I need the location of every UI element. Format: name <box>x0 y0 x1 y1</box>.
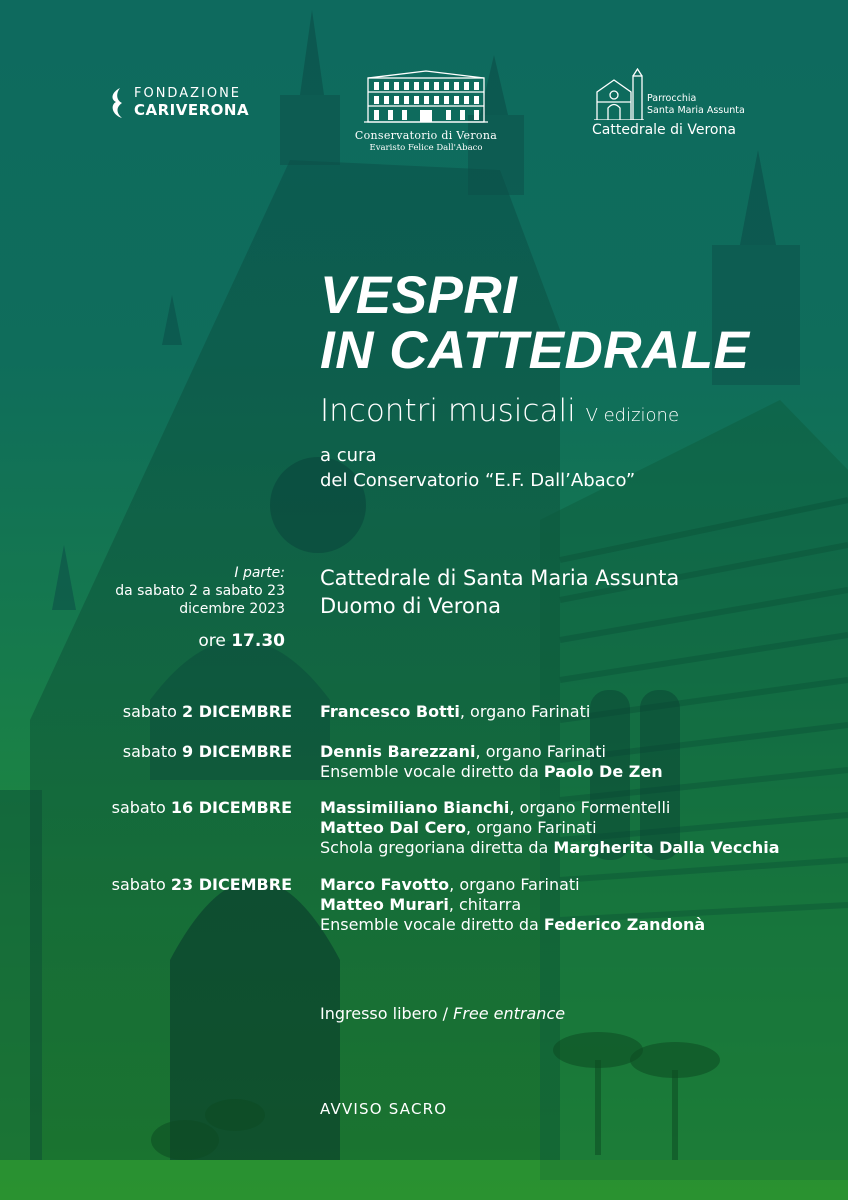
performer-line: Francesco Botti, organo Farinati <box>320 702 591 721</box>
part-label: I parte: <box>234 565 285 581</box>
title-line1: VESPRI <box>320 266 518 325</box>
schedule-day: sabato <box>111 875 166 894</box>
entrance-en: Free entrance <box>453 1004 566 1023</box>
parrocchia-label: Parrocchia <box>647 93 697 104</box>
schedule-date-value: 9 DICEMBRE <box>182 742 292 761</box>
schedule-date-value: 16 DICEMBRE <box>170 798 292 817</box>
cattedrale-logo <box>592 68 752 143</box>
performer-line: Dennis Barezzani, organo Farinati <box>320 742 606 761</box>
part-info <box>115 564 285 618</box>
entrance-note <box>320 1004 565 1023</box>
performer-line: Schola gregoriana diretta da Margherita Dalla Vecchia <box>320 838 780 857</box>
cattedrale-name: Cattedrale di Verona <box>592 122 736 138</box>
fondazione-line2: CARIVERONA <box>134 101 250 119</box>
performer-line: Matteo Murari, chitarra <box>320 895 522 914</box>
schedule-date <box>123 742 292 761</box>
schedule-date-value: 23 DICEMBRE <box>170 875 292 894</box>
part-dates-line2: dicembre 2023 <box>179 601 285 617</box>
schedule-date-value: 2 DICEMBRE <box>182 702 292 721</box>
schedule-performers <box>320 798 780 858</box>
performer-line: Massimiliano Bianchi, organo Formentelli <box>320 798 671 817</box>
venue <box>320 564 679 620</box>
venue-line1: Cattedrale di Santa Maria Assunta <box>320 566 680 590</box>
entrance-it: Ingresso libero / <box>320 1004 449 1023</box>
parrocchia-name: Santa Maria Assunta <box>647 105 745 116</box>
cathedral-icon <box>594 68 644 120</box>
schedule-date <box>123 702 292 721</box>
event-title <box>320 268 750 378</box>
performer-line: Ensemble vocale diretto da Federico Zandonà <box>320 915 706 934</box>
schedule-date <box>112 875 292 894</box>
schedule-performers <box>320 742 663 782</box>
schedule-date <box>112 798 292 817</box>
performer-line: Marco Favotto, organo Farinati <box>320 875 580 894</box>
conservatorio-name: Conservatorio di Verona <box>354 129 498 142</box>
part-dates-line1: da sabato 2 a sabato 23 <box>115 583 285 599</box>
fondazione-emblem-icon <box>108 87 132 119</box>
schedule-day: sabato <box>122 742 177 761</box>
edition-label: V edizione <box>585 405 680 426</box>
fondazione-line1: FONDAZIONE <box>134 86 242 101</box>
conservatorio-building-icon <box>348 70 504 126</box>
schedule-performers <box>320 702 590 722</box>
title-line2: IN CATTEDRALE <box>320 321 750 380</box>
performer-line: Matteo Dal Cero, organo Farinati <box>320 818 597 837</box>
curated-line1: a cura <box>320 445 377 466</box>
venue-line2: Duomo di Verona <box>320 594 502 618</box>
fondazione-cariverona-logo <box>108 86 268 124</box>
curated-line2: del Conservatorio “E.F. Dall’Abaco” <box>320 470 636 491</box>
conservatorio-subname: Evaristo Felice Dall'Abaco <box>369 143 483 153</box>
event-time <box>198 631 285 651</box>
schedule-day: sabato <box>122 702 177 721</box>
conservatorio-logo <box>348 70 504 160</box>
avviso-sacro: AVVISO SACRO <box>320 1100 448 1118</box>
curated-by <box>320 443 635 493</box>
schedule-performers <box>320 875 705 935</box>
time-value: 17.30 <box>231 631 285 651</box>
subtitle-main: Incontri musicali <box>320 393 576 429</box>
performer-line: Ensemble vocale diretto da Paolo De Zen <box>320 762 663 781</box>
event-subtitle <box>320 393 679 429</box>
time-prefix: ore <box>198 631 226 651</box>
schedule-day: sabato <box>111 798 166 817</box>
